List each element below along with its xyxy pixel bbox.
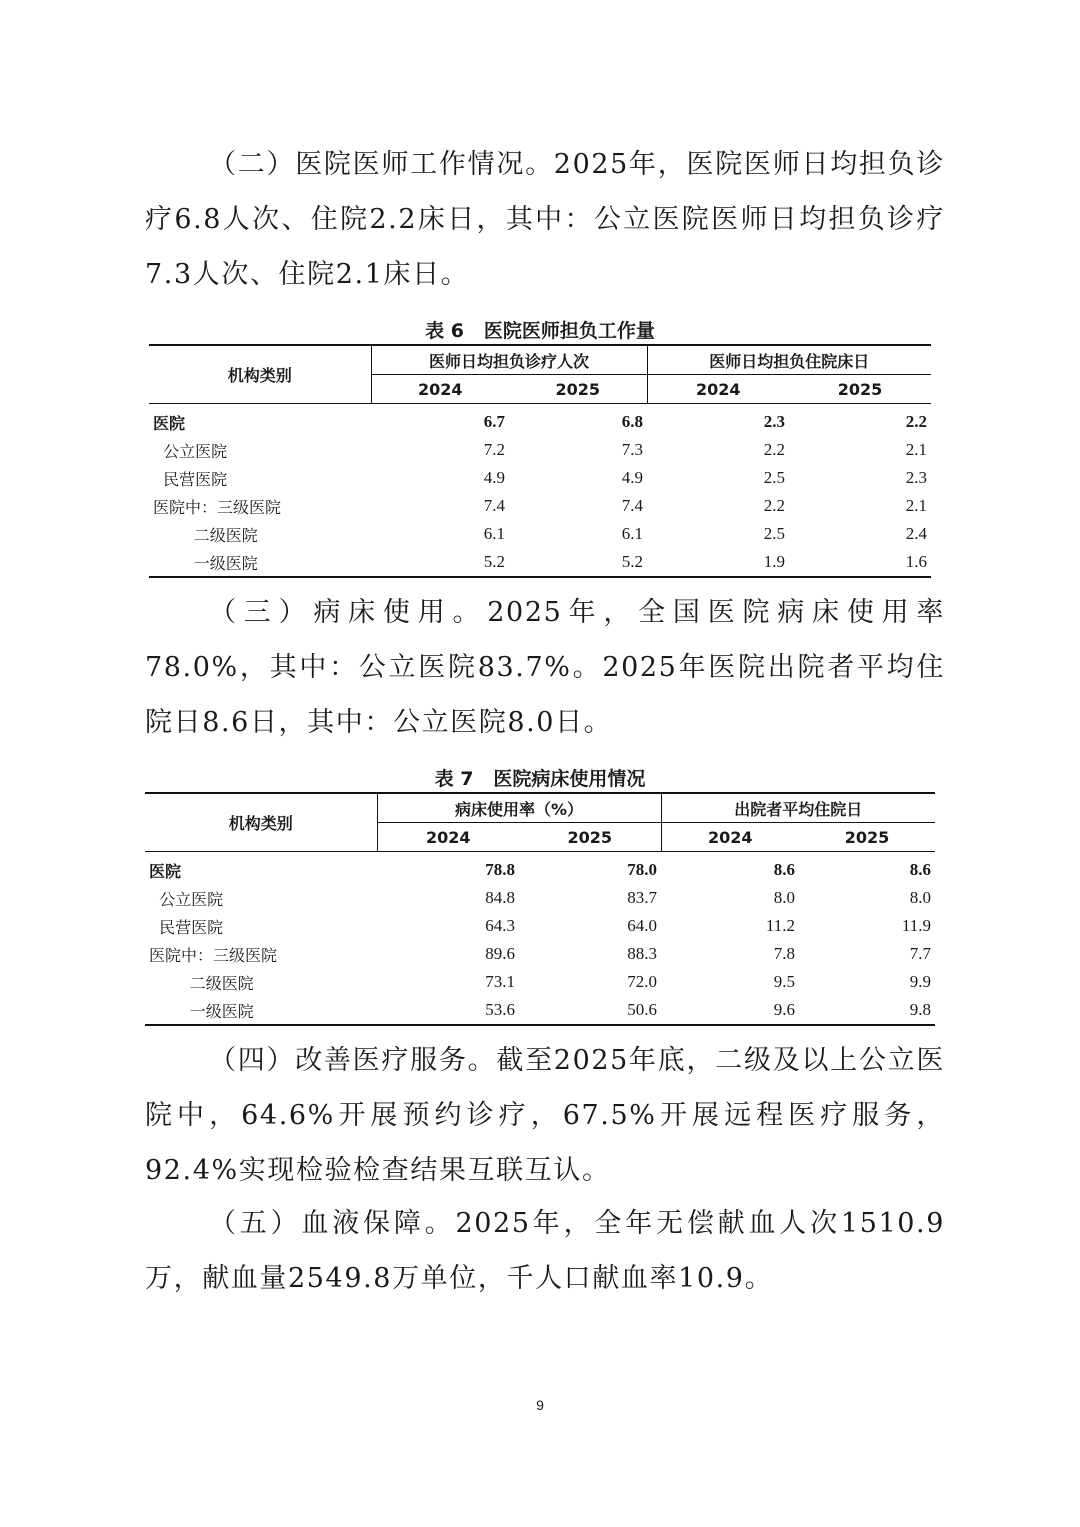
row-label: 医院: [149, 861, 182, 881]
table7-group1-header: 病床使用率（%）: [377, 793, 661, 823]
table-cell: 7.8: [773, 944, 795, 963]
table-cell: 2.1: [905, 440, 927, 459]
table-cell: 1.9: [647, 548, 789, 577]
row-label: 二级医院: [149, 973, 254, 993]
table7-year-header: 2025: [799, 823, 935, 852]
table6-category-header: 机构类别: [149, 345, 371, 404]
paragraph-medical-service: （四）改善医疗服务。截至2025年底，二级及以上公立医院中，64.6%开展预约诊疗，67.5%开展远程医疗服务，92.4%实现检验检查结果互联互认。: [145, 1045, 945, 1186]
table6: [149, 344, 931, 578]
table-cell: 2.2: [905, 412, 927, 431]
page-number: 9: [536, 1397, 544, 1413]
table-cell: 78.8: [485, 860, 515, 879]
paragraph-bed-usage: （三）病床使用。2025年，全国医院病床使用率78.0%，其中：公立医院83.7%。2025年医院出院者平均住院日8.6日，其中：公立医院8.0日。: [145, 597, 945, 738]
table-cell: 53.6: [377, 996, 519, 1025]
table-cell: 8.0: [773, 888, 795, 907]
table-cell: 2.3: [905, 468, 927, 487]
table-cell: 5.2: [509, 548, 647, 577]
table-cell: 8.6: [909, 860, 931, 879]
table-cell: 5.2: [371, 548, 509, 577]
table-cell: 4.9: [483, 468, 505, 487]
table-cell: 6.1: [483, 524, 505, 543]
table-cell: 64.3: [485, 916, 515, 935]
table-row: [149, 520, 931, 548]
table-cell: 2.4: [905, 524, 927, 543]
table-cell: 7.4: [483, 496, 505, 515]
table-cell: 1.6: [789, 548, 931, 577]
table-row: [149, 404, 931, 437]
row-label: 公立医院: [149, 889, 224, 909]
row-label: 一级医院: [149, 548, 371, 577]
table-cell: 2.5: [763, 468, 785, 487]
table6-year-header: 2024: [647, 375, 789, 404]
table-cell: 8.0: [909, 888, 931, 907]
row-label: 医院中：三级医院: [149, 945, 278, 965]
table-cell: 50.6: [519, 996, 661, 1025]
table6-caption: 表 6 医院医师担负工作量: [425, 320, 655, 342]
table-row: [149, 464, 931, 492]
table-cell: 83.7: [627, 888, 657, 907]
table-cell: 9.8: [799, 996, 935, 1025]
row-label: 公立医院: [153, 441, 228, 461]
table-row: [145, 912, 935, 940]
table-row: [145, 996, 935, 1025]
table-row: [149, 436, 931, 464]
table-cell: 7.4: [621, 496, 643, 515]
table7-year-header: 2024: [661, 823, 799, 852]
table6-year-header: 2025: [789, 375, 931, 404]
table6-group2-header: 医师日均担负住院床日: [647, 345, 931, 375]
table-cell: 6.1: [621, 524, 643, 543]
row-label: 医院: [153, 413, 186, 433]
table-cell: 2.3: [763, 412, 785, 431]
table-cell: 72.0: [627, 972, 657, 991]
table-cell: 9.9: [909, 972, 931, 991]
table6-group1-header: 医师日均担负诊疗人次: [371, 345, 647, 375]
table-cell: 2.2: [763, 496, 785, 515]
table-row: [145, 852, 935, 885]
table-cell: 9.6: [661, 996, 799, 1025]
table-cell: 2.2: [763, 440, 785, 459]
table-cell: 78.0: [627, 860, 657, 879]
table-cell: 6.7: [483, 412, 505, 431]
table-cell: 11.9: [901, 916, 931, 935]
row-label: 民营医院: [153, 469, 228, 489]
table7-year-header: 2024: [377, 823, 519, 852]
table-cell: 7.2: [483, 440, 505, 459]
row-label: 医院中：三级医院: [153, 497, 282, 517]
table-cell: 7.3: [621, 440, 643, 459]
table-cell: 4.9: [621, 468, 643, 487]
paragraph-doctor-workload: （二）医院医师工作情况。2025年，医院医师日均担负诊疗6.8人次、住院2.2床日，其中：公立医院医师日均担负诊疗7.3人次、住院2.1床日。: [145, 149, 945, 290]
table7-caption: 表 7 医院病床使用情况: [434, 768, 646, 790]
table-cell: 9.5: [773, 972, 795, 991]
table-row: [145, 968, 935, 996]
table-cell: 7.7: [909, 944, 931, 963]
row-label: 二级医院: [153, 525, 258, 545]
table7-group2-header: 出院者平均住院日: [661, 793, 935, 823]
table-row: [149, 492, 931, 520]
table-cell: 84.8: [485, 888, 515, 907]
table-cell: 8.6: [773, 860, 795, 879]
table-cell: 73.1: [485, 972, 515, 991]
table-cell: 2.5: [763, 524, 785, 543]
table7: [145, 792, 935, 1026]
row-label: 一级医院: [145, 996, 377, 1025]
table7-year-header: 2025: [519, 823, 661, 852]
table-row: [145, 940, 935, 968]
table-row: [149, 548, 931, 577]
table-cell: 64.0: [627, 916, 657, 935]
table-cell: 89.6: [485, 944, 515, 963]
table-cell: 11.2: [765, 916, 795, 935]
table6-year-header: 2024: [371, 375, 509, 404]
table7-category-header: 机构类别: [145, 793, 377, 852]
paragraph-blood-supply: （五）血液保障。2025年，全年无偿献血人次1510.9万，献血量2549.8万单位，千人口献血率10.9。: [145, 1208, 945, 1294]
table-cell: 88.3: [627, 944, 657, 963]
table6-year-header: 2025: [509, 375, 647, 404]
table-row: [145, 884, 935, 912]
table-cell: 2.1: [905, 496, 927, 515]
table-cell: 6.8: [621, 412, 643, 431]
row-label: 民营医院: [149, 917, 224, 937]
